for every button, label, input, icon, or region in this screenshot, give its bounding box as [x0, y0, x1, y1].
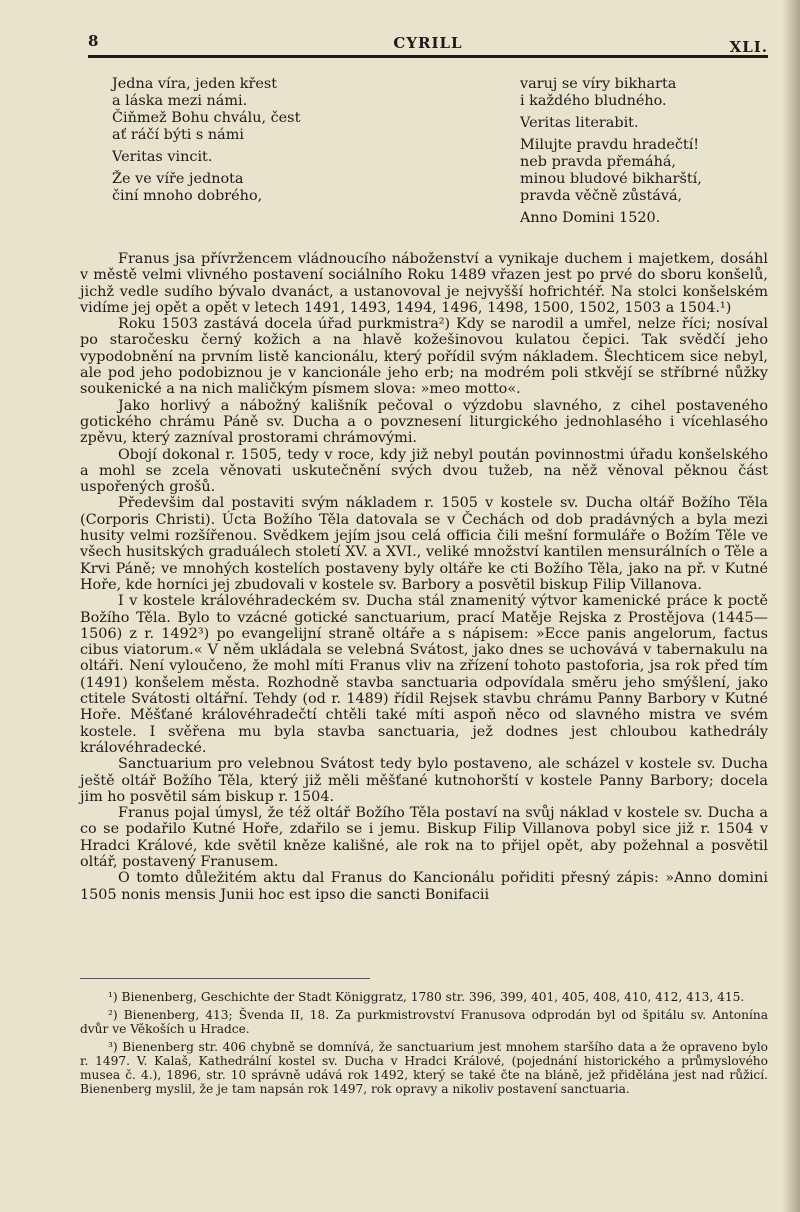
poem-line: Anno Domini 1520. [520, 210, 661, 226]
poem-line: ať ráčí býti s námi [112, 127, 244, 143]
footnote-rule [80, 978, 370, 979]
poem-stanza [520, 137, 770, 205]
journal-title: CYRILL [393, 34, 463, 52]
header-rule [88, 55, 768, 58]
paragraph: Jako horlivý a nábožný kališník pečoval o výzdobu slavného, z cihel postaveného gotického chrámu Páně sv. Ducha a o povznesení liturgického jednohlasého i vícehlasého zpěvu, který zazníval prostorami chrámovými. [80, 397, 768, 447]
poem-stanza [112, 171, 412, 205]
paragraph: Franus pojal úmysl, že též oltář Božího Těla postaví na svůj náklad v kostele sv. Ducha a co se podařilo Kutné Hoře, zdařilo se i jemu. Biskup Filip Villanova pobyl sice již r. 1504 v Hradci Králové, kde světil kněze kališné, ale rok na to přijel opět, aby požehnal a posvětil oltář, postavený Franusem. [80, 805, 768, 870]
paragraph: Franus jsa přívržencem vládnoucího náboženství a vynikaje duchem i majetkem, dosáhl v městě velmi vlivného postavení sociálního Roku 1489 vřazen jest po prvé do sboru konšelů, jichž vedle sudího bývalo dvanáct, a ustanovoval je nejvyšší hofrichtéř. Na stolci konšelském vidíme jej opět a opět v letech 1491, 1493, 1494, 1496, 1498, 1500, 1502, 1503 a 1504.¹) [80, 251, 768, 316]
poem-line: Milujte pravdu hradečtí! [520, 137, 700, 153]
poem-line: a láska mezi námi. [112, 93, 248, 109]
paragraph: Předevšim dal postaviti svým nákladem r. 1505 v kostele sv. Ducha oltář Božího Těla (Corporis Christi). Úcta Božího Těla datovala se v Čechách od dob pradávných a byla mezi husity velmi rozšířenou. Svědkem jejím jsou celá officia čili mešní formuláře o Božím Těle ve všech husitských graduálech století XV. a XVI., veliké množství kantilen mensurálních o Těle a Krvi Páně; ve mnohých kostelích postaveny byly oltáře ke cti Božího Těla, jako na př. v Kutné Hoře, kde horníci jej zbudovali v kostele sv. Barbory a posvětil biskup Filip Villanova. [80, 495, 768, 593]
footnotes [80, 990, 768, 1100]
poem-line: minou bludové bikharští, [520, 171, 702, 187]
poem-line: Že ve víře jednota [112, 171, 244, 187]
volume-number: XLI. [729, 38, 768, 56]
paragraph: I v kostele královéhradeckém sv. Ducha stál znamenitý výtvor kamenické práce k poctě Božího Těla. Bylo to vzácné gotické sanctuarium, prací Matěje Rejska z Prostějova (1445—1506) z r. 1492³) po evangelijní straně oltáře a s nápisem: »Ecce panis angelorum, factus cibus viatorum.« V něm ukládala se velebná Svátost, jako dnes se uchovává v tabernakulu na oltáři. Není vyloučeno, že mohl míti Franus vliv na zřízení tohoto pastoforia, jsa rok před tím (1491) konšelem města. Rozhodně stavba sanctuaria odpovídala směru jeho smýšlení, jako ctitele Svátosti oltářní. Tehdy (od r. 1489) řídil Rejsek stavbu chrámu Panny Barbory v Kutné Hoře. Měšťané královéhradečtí chtěli také míti aspoň něco od slavného mistra ve svém kostele. I svěřena mu byla stavba sanctuaria, jež dodnes jest chloubou kathedrály královéhradecké. [80, 593, 768, 756]
poem-stanza [112, 149, 412, 166]
paragraph: Roku 1503 zastává docela úřad purkmistra²) Kdy se narodil a umřel, nelze říci; nosíval po staročesku černý kožich a na hlavě kožešinovou kulatou čepici. Tak svědčí jeho vypodobnění na prvním listě kancionálu, který pořídil svým nákladem. Šlechticem sice nebyl, ale pod jeho podobiznou je v kancionále jeho erb; na modrém poli stkvějí se stříbrné nůžky soukenické a na nich maličkým písmem slova: »meo motto«. [80, 316, 768, 398]
footnote: ¹) Bienenberg, Geschichte der Stadt Königgratz, 1780 str. 396, 399, 401, 405, 408, 410, 412, 413, 415. [108, 990, 745, 1004]
running-header [88, 32, 768, 56]
poem-stanza [520, 115, 770, 132]
footnote: ²) Bienenberg, 413; Švenda II, 18. Za purkmistrovství Franusova odprodán byl od špitálu sv. Antonína dvůr ve Věkoších u Hradce. [80, 1008, 768, 1036]
body-text [80, 251, 768, 903]
page-number: 8 [88, 32, 99, 50]
poem-stanza [520, 210, 770, 227]
poem-stanza [520, 76, 770, 110]
footnote: ³) Bienenberg str. 406 chybně se domnívá, že sanctuarium jest mnohem staršího data a že opraveno bylo r. 1497. V. Kalaš, Kathedrální kostel sv. Ducha v Hradci Králové, (pojednání historického a průmyslového musea č. 4.), 1896, str. 10 správně udává rok 1492, který se také čte na bláně, jež přidělána jest nad růžicí. Bienenberg myslil, že je tam napsán rok 1497, rok opravy a nikoliv postavení sanctuaria. [80, 1040, 768, 1096]
paragraph: Sanctuarium pro velebnou Svátost tedy bylo postaveno, ale scházel v kostele sv. Ducha ještě oltář Božího Těla, který již měli měšťané kutnohorští v kostele Panny Barbory; docela jim ho posvětil sám biskup r. 1504. [80, 756, 768, 805]
poem-line: Veritas vincit. [112, 149, 213, 165]
paragraph: Obojí dokonal r. 1505, tedy v roce, kdy již nebyl poután povinnostmi úřadu konšelského a mohl se zcela věnovati uskutečnění svých dvou tužeb, na něž věnoval pěknou část uspořených grošů. [80, 446, 768, 496]
poem-left-column [112, 76, 412, 210]
poem-line: varuj se víry bikharta [520, 76, 677, 92]
poem-line: Veritas literabit. [520, 115, 639, 131]
poem-line: i každého bludného. [520, 93, 667, 109]
poem-right-column [520, 76, 770, 232]
poem-stanza [112, 76, 412, 144]
paragraph: O tomto důležitém aktu dal Franus do Kancionálu pořiditi přesný zápis: »Anno domini 1505 nonis mensis Junii hoc est ipso die sancti Bonifacii [80, 870, 768, 903]
poem-line: neb pravda přemáhá, [520, 154, 676, 170]
poem-line: činí mnoho dobrého, [112, 188, 263, 204]
poem-line: Jedna víra, jeden křest [112, 76, 278, 92]
poem-line: pravda věčně zůstává, [520, 188, 683, 204]
poem-line: Čiňmež Bohu chválu, čest [112, 110, 301, 126]
binding-shadow [782, 0, 800, 1212]
